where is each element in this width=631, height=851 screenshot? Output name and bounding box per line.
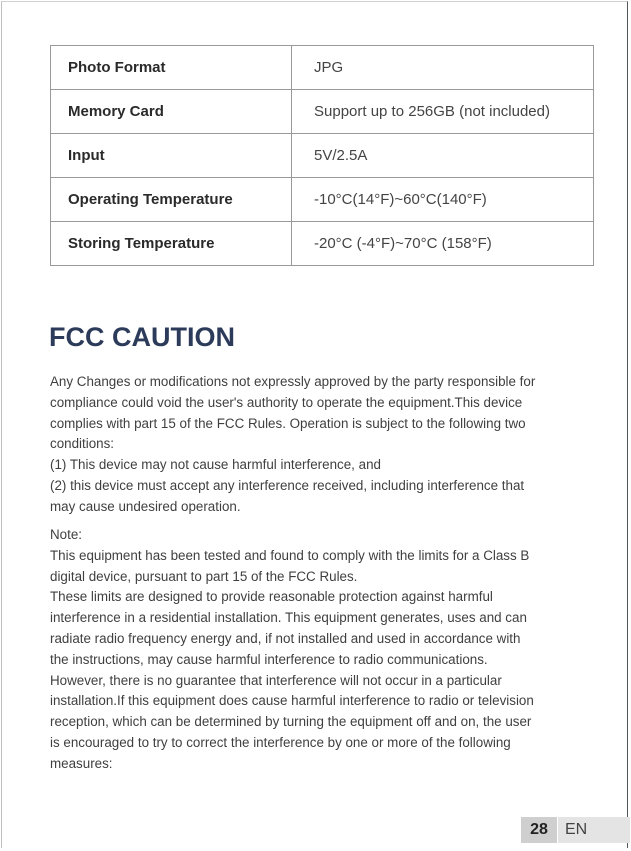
text-line: (1) This device may not cause harmful interference, and <box>50 457 381 473</box>
spec-label: Operating Temperature <box>51 178 292 222</box>
text-line: radiate radio frequency energy and, if not installed and used in accordance with <box>50 630 521 646</box>
text-line: installation.If this equipment does cause harmful interference to radio or television <box>50 693 534 709</box>
text-line: interference in a residential installation. This equipment generates, uses and can <box>50 610 527 626</box>
table-row <box>51 46 594 90</box>
table-row <box>51 222 594 266</box>
text-line: the instructions, may cause harmful interference to radio communications. <box>50 651 488 667</box>
spec-table <box>50 45 594 266</box>
text-line: However, there is no guarantee that interference will not occur in a particular <box>50 672 502 688</box>
table-row <box>51 134 594 178</box>
spec-value: -10°C(14°F)~60°C(140°F) <box>292 178 594 222</box>
text-line: These limits are designed to provide reasonable protection against harmful <box>50 589 493 605</box>
text-line: complies with part 15 of the FCC Rules. Operation is subject to the following two <box>50 415 526 431</box>
fcc-note <box>50 525 595 775</box>
text-line: conditions: <box>50 436 115 452</box>
spec-label: Memory Card <box>51 90 292 134</box>
text-line: is encouraged to try to correct the interference by one or more of the following <box>50 734 511 750</box>
spec-value: Support up to 256GB (not included) <box>292 90 594 134</box>
table-row <box>51 90 594 134</box>
text-line: may cause undesired operation. <box>50 498 241 514</box>
spec-label: Storing Temperature <box>51 222 292 266</box>
text-line: digital device, pursuant to part 15 of the FCC Rules. <box>50 568 358 584</box>
text-line: measures: <box>50 755 113 771</box>
text-line: Note: <box>50 527 83 542</box>
text-line: Any Changes or modifications not expressly approved by the party responsible for <box>50 374 536 389</box>
table-row <box>51 178 594 222</box>
spec-value: JPG <box>292 46 594 90</box>
spec-value: 5V/2.5A <box>292 134 594 178</box>
language-label: EN <box>558 817 630 843</box>
fcc-statement <box>50 372 595 518</box>
text-line: reception, which can be determined by turning the equipment off and on, the user <box>50 714 532 730</box>
spec-label: Input <box>51 134 292 178</box>
text-line: (2) this device must accept any interference received, including interference that <box>50 477 525 493</box>
spec-value: -20°C (-4°F)~70°C (158°F) <box>292 222 594 266</box>
text-line: This equipment has been tested and found to comply with the limits for a Class B <box>50 547 530 563</box>
spec-label: Photo Format <box>51 46 292 90</box>
page-number: 28 <box>521 817 557 843</box>
section-title: FCC CAUTION <box>49 322 235 352</box>
text-line: compliance could void the user's authority to operate the equipment.This device <box>50 394 523 410</box>
